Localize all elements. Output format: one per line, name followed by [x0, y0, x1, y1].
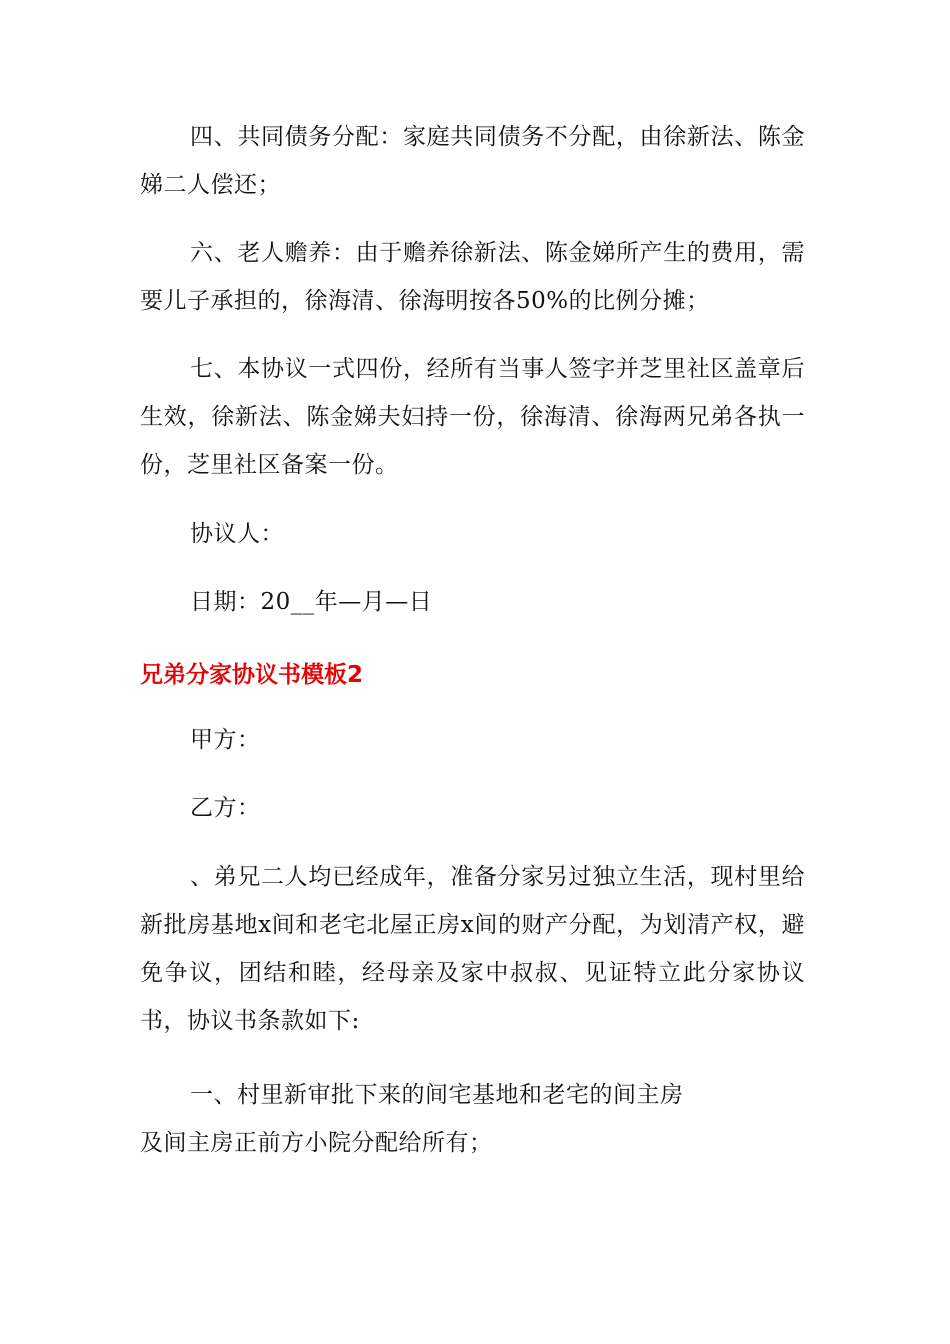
party-a-line: 甲方：: [190, 727, 261, 753]
section-title: 兄弟分家协议书模板2: [140, 662, 364, 688]
clause-1-line-2: 及间主房正前方小院分配给所有；: [140, 1130, 493, 1156]
signer-line: 协议人：: [190, 521, 284, 547]
date-line: 日期：20__年—月—日: [190, 589, 433, 615]
clause-7-paragraph: 七、本协议一式四份，经所有当事人签字并芝里社区盖章后生效，徐新法、陈金娣夫妇持一份，徐海清、徐海两兄弟各执一份，芝里社区备案一份。: [140, 356, 805, 478]
clause-1-line-1: 一、村里新审批下来的间宅基地和老宅的间主房: [190, 1082, 684, 1108]
clause-4-paragraph: 四、共同债务分配：家庭共同债务不分配，由徐新法、陈金娣二人偿还；: [140, 124, 805, 198]
clause-6-paragraph: 六、老人赡养：由于赡养徐新法、陈金娣所产生的费用，需要儿子承担的，徐海清、徐海明按各50%的比例分摊；: [140, 240, 805, 314]
intro-paragraph: 、弟兄二人均已经成年，准备分家另过独立生活，现村里给新批房基地x间和老宅北屋正房x间的财产分配，为划清产权，避免争议，团结和睦，经母亲及家中叔叔、见证特立此分家协议书，协议书条款如下:: [140, 864, 805, 1034]
party-b-line: 乙方：: [190, 795, 261, 821]
